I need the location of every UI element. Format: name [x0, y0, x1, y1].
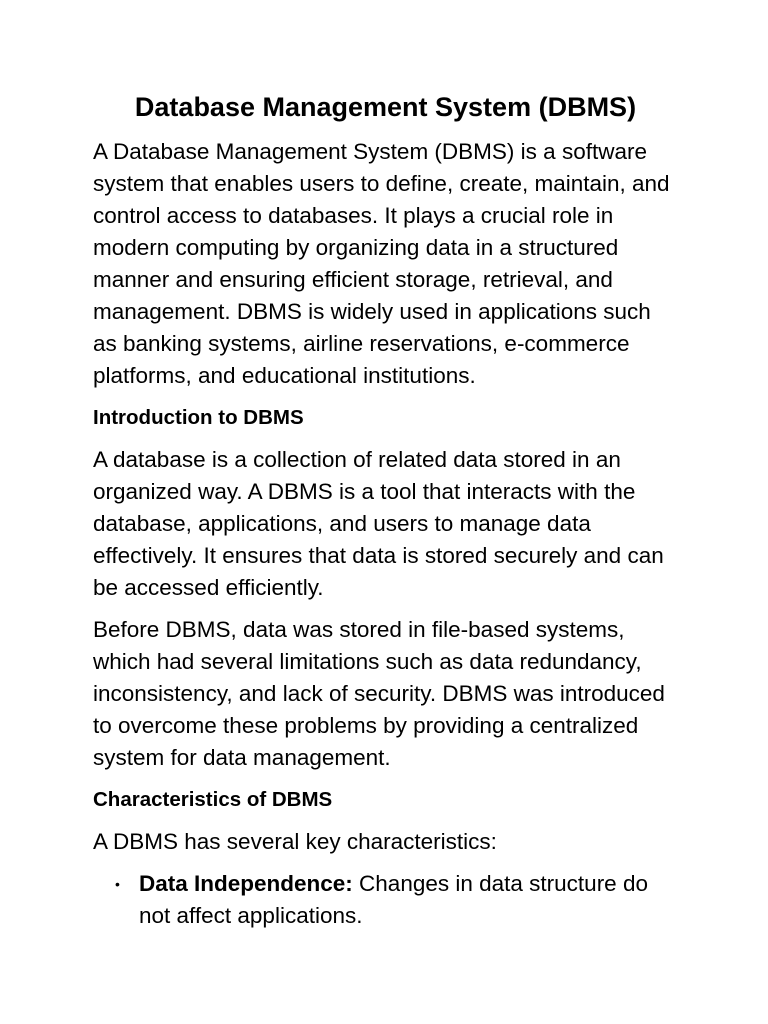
characteristics-paragraph: A DBMS has several key characteristics: — [93, 829, 497, 854]
introduction-paragraph-2: Before DBMS, data was stored in file-based systems, which had several limitations such as data redundancy, inconsistency, and lack of security. DBMS was introduced to overcome these problems by providing a centralized system for data management. — [93, 617, 665, 770]
list-item — [93, 868, 678, 932]
introduction-paragraph-1: A database is a collection of related data stored in an organized way. A DBMS is a tool that interacts with the database, applications, and users to manage data effectively. It ensures that data is stored securely and can be accessed efficiently. — [93, 447, 664, 600]
document-title: Database Management System (DBMS) — [134, 92, 637, 122]
bullet-text: Changes in data structure do not affect applications. — [139, 871, 648, 928]
bullet-icon: • — [115, 876, 120, 892]
section-heading-characteristics: Characteristics of DBMS — [93, 788, 333, 811]
section-heading-introduction: Introduction to DBMS — [93, 406, 304, 429]
intro-paragraph: A Database Management System (DBMS) is a software system that enables users to define, create, maintain, and control access to databases. It plays a crucial role in modern computing by organizing data in a structured manner and ensuring efficient storage, retrieval, and management. DBMS is widely used in applications such as banking systems, airline reservations, e-commerce platforms, and educational institutions. — [93, 139, 670, 388]
characteristics-list — [93, 868, 678, 932]
bullet-term: Data Independence: — [139, 871, 353, 896]
